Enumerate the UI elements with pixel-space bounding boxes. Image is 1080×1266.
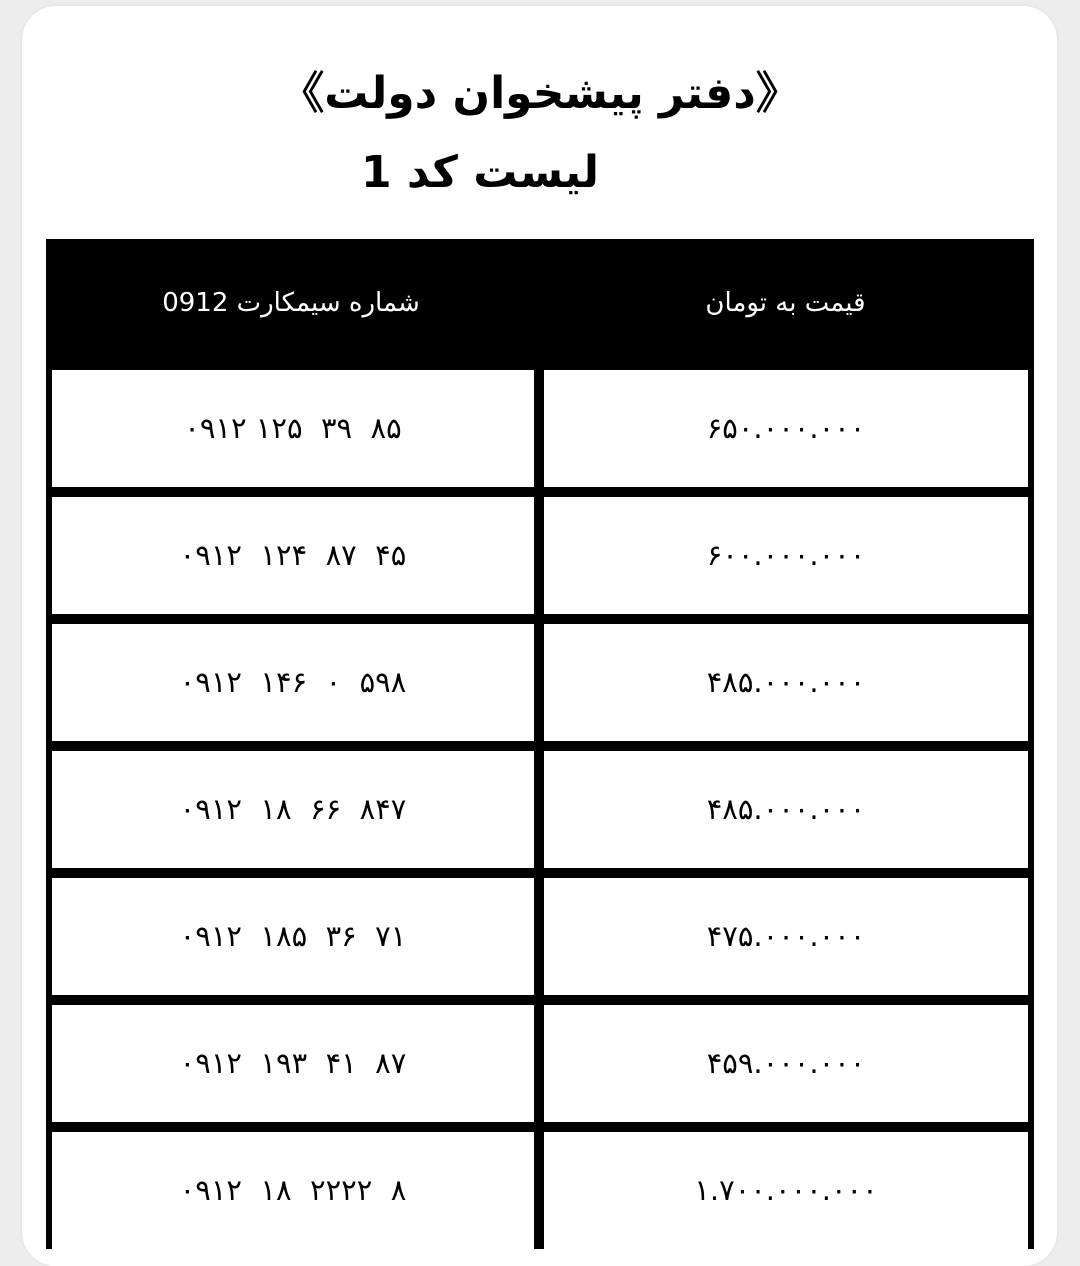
price-cell: ۴۷۵.۰۰۰.۰۰۰ (544, 878, 1028, 995)
table-row (46, 878, 1034, 1005)
price-cell: ۶۰۰.۰۰۰.۰۰۰ (544, 497, 1028, 614)
phone-number-cell: ۰۹۱۲ ۱۴۶ ۰ ۵۹۸ (52, 624, 534, 741)
price-cell: ۴۵۹.۰۰۰.۰۰۰ (544, 1005, 1028, 1122)
phone-number-cell: ۰۹۱۲ ۱۲۵ ۳۹ ۸۵ (52, 370, 534, 487)
table-row (46, 1132, 1034, 1259)
column-header-price: قیمت به تومان (705, 288, 866, 318)
table-row (46, 497, 1034, 624)
price-cell: ۴۸۵.۰۰۰.۰۰۰ (544, 624, 1028, 741)
table-row (46, 370, 1034, 497)
phone-number-cell: ۰۹۱۲ ۱۹۳ ۴۱ ۸۷ (52, 1005, 534, 1122)
price-cell: ۱.۷۰۰.۰۰۰.۰۰۰ (544, 1132, 1028, 1249)
table-row (46, 1005, 1034, 1132)
price-table (46, 239, 1034, 1249)
table-row (46, 751, 1034, 878)
page-title: 《دفتر پیشخوان دولت》 (280, 68, 800, 119)
column-header-phone: شماره سیمکارت 0912 (162, 288, 420, 318)
phone-number-cell: ۰۹۱۲ ۱۸ ۶۶ ۸۴۷ (52, 751, 534, 868)
list-subtitle: لیست کد 1 (360, 147, 600, 198)
price-cell: ۴۸۵.۰۰۰.۰۰۰ (544, 751, 1028, 868)
phone-number-cell: ۰۹۱۲ ۱۸۵ ۳۶ ۷۱ (52, 878, 534, 995)
phone-number-cell: ۰۹۱۲ ۱۲۴ ۸۷ ۴۵ (52, 497, 534, 614)
table-body (46, 370, 1034, 1259)
phone-number-cell: ۰۹۱۲ ۱۸ ۲۲۲۲ ۸ (52, 1132, 534, 1249)
table-row (46, 624, 1034, 751)
price-cell: ۶۵۰.۰۰۰.۰۰۰ (544, 370, 1028, 487)
table-header (46, 239, 1034, 370)
